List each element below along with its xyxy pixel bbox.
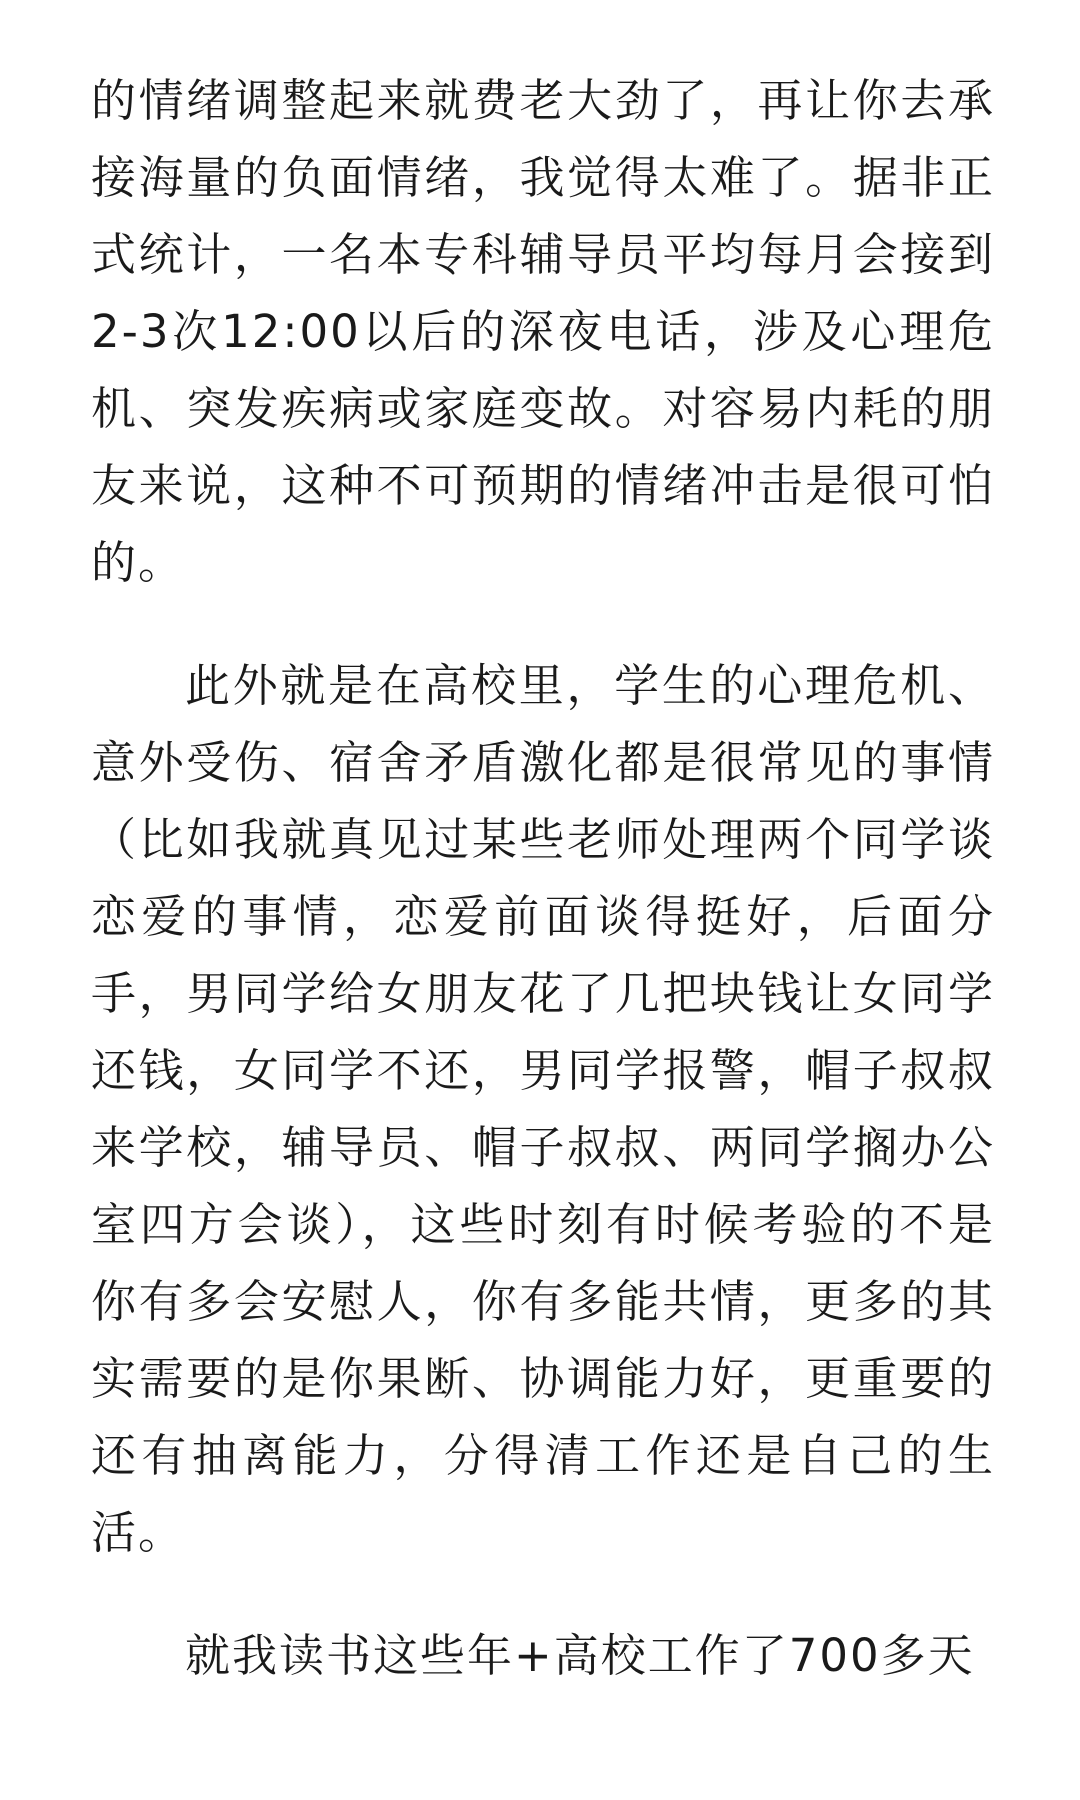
article-body: [91, 62, 995, 1694]
paragraph-2: 此外就是在高校里，学生的心理危机、意外受伤、宿舍矛盾激化都是很常见的事情（比如我就真见过某些老师处理两个同学谈恋爱的事情，恋爱前面谈得挺好，后面分手，男同学给女朋友花了几把块钱让女同学还钱，女同学不还，男同学报警，帽子叔叔来学校，辅导员、帽子叔叔、两同学搁办公室四方会谈），这些时刻有时候考验的不是你有多会安慰人，你有多能共情，更多的其实需要的是你果断、协调能力好，更重要的还有抽离能力，分得清工作还是自己的生活。: [91, 659, 995, 1559]
paragraph-1: 的情绪调整起来就费老大劲了，再让你去承接海量的负面情绪，我觉得太难了。据非正式统计，一名本专科辅导员平均每月会接到2-3次12:00以后的深夜电话，涉及心理危机、突发疾病或家庭变故。对容易内耗的朋友来说，这种不可预期的情绪冲击是很可怕的。: [91, 74, 995, 589]
paragraph-3: 就我读书这些年+高校工作了700多天: [185, 1629, 975, 1682]
